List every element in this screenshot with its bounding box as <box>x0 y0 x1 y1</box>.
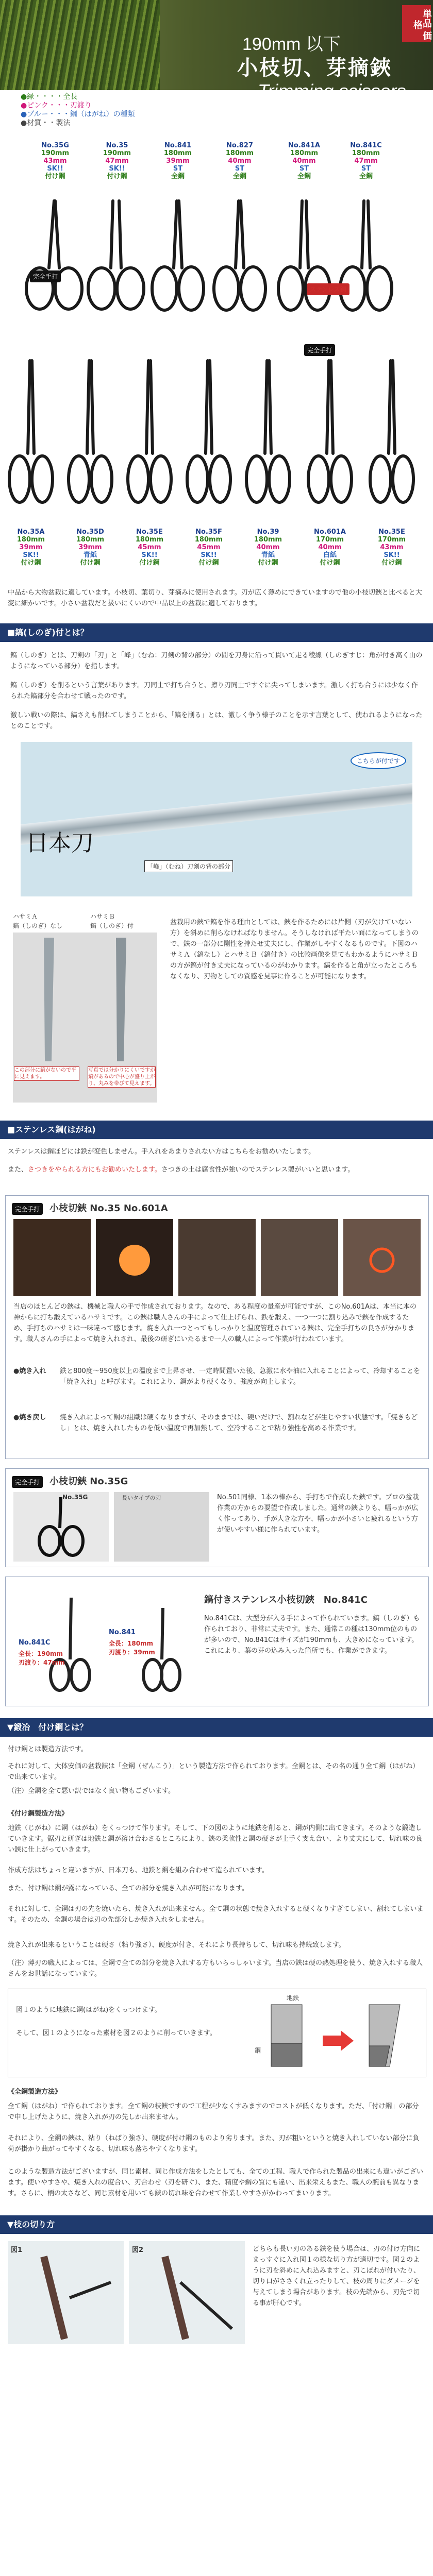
legend-green: ●緑・・・・全長 <box>21 93 78 101</box>
scissor-827 <box>214 201 265 310</box>
tsuke-p9: （注）薄刃の職人によっては、全鋼で全ての部分を焼き入れする方もいらっしゃいます。当店の鋏は硬の熱処理を使う、焼き入れする職人さんをお世話になっています。 <box>8 1959 423 1978</box>
tsuke-p7: それに対して、全鋼は刃の先を焼いたら、焼き入れが出来ません。全て鋼の状態で焼き入れすると硬くなりすぎてしまい、割れてしまいます。そのため、全鋼の場合は刃の先部分しか焼き入れをしません。 <box>8 1905 424 1924</box>
katana-photo <box>21 742 412 896</box>
tsuke-p2: それに対して、大体安価の盆栽鋏は「全鋼（ぜんこう）」という製造方法で作られております。全鋼とは、その名の通り全て鋼（はがね）で出来ています。 <box>8 1762 420 1781</box>
cut-fig2 <box>129 2241 245 2344</box>
legend <box>21 93 135 128</box>
scissor-35g <box>26 201 82 309</box>
katana-label: 日本刀 <box>26 830 94 856</box>
tsuke-sub1: 《付け鋼製造方法》 <box>8 1810 69 1818</box>
cut-fig2-label: 図2 <box>132 2246 144 2254</box>
finger-label: こちらが付です <box>351 752 406 769</box>
spec-827[interactable]: No.827 180mm 40mm ST 全鋼 <box>225 142 254 180</box>
card2-img-left-label: No.35G <box>62 1494 88 1501</box>
cut-fig1-label: 図1 <box>11 2246 23 2254</box>
stainless-p1: ステンレスは鋼ほどには鉄が変色しません。手入れをあまりされない方はこちらをお勧めいたします。 <box>8 1148 315 1156</box>
zenko-sub: 《全鋼製造方法》 <box>8 2088 62 2096</box>
spec-35e-2[interactable]: No.35E 170mm 43mm SK!! 付け鋼 <box>377 528 406 567</box>
forging-photos <box>13 1219 421 1296</box>
stainless-badge-841a: ステンレス鋼 <box>307 283 349 295</box>
zenko-p1: 全て鋼（はがね）で作られております。全て鋼の枝鋏ですので工程が少なくすみますのでコストが低くなります。ただ、「付け鋼」の部分で申し上げたように、焼き入れが刃の先しか出来ません。 <box>8 2103 419 2121</box>
card1-badge: 完全手打 <box>12 1203 43 1215</box>
fig-jigane-label: 地鉄 <box>287 1994 299 2002</box>
title-ja: 小枝切、芽摘鋏 <box>237 56 392 80</box>
section-cutting-title: ▼枝の切り方 <box>0 2215 433 2234</box>
fig-step2: そして、図１のようになった素材を図２のように削っていきます。 <box>16 2029 216 2037</box>
card2-badge: 完全手打 <box>12 1476 43 1488</box>
spec-841a[interactable]: No.841A 180mm 40mm ST 全鋼 <box>288 142 320 180</box>
card-no35g <box>5 1468 429 1567</box>
legend-blue: ●ブルー・・・鋼（はがね）の種類 <box>21 110 135 118</box>
zenko-p2: それにより、全鋼の鋏は、粘り（ねばり強さ）、硬度が付け鋼のものより劣ります。また、刃が粗いというと焼き入れしていない部分に負荷が掛かり曲がってやすくなる、切れ味も落ちやすくなります。 <box>8 2134 420 2153</box>
card2-image <box>13 1492 209 1562</box>
scissor-b-label: ハサミＢ 鎬（しのぎ）付 <box>90 913 134 929</box>
legend-material: ●材質・・製法 <box>21 119 71 127</box>
price-stamp: 単品 価格 <box>402 5 431 42</box>
title-en: Trimming scissors <box>258 80 406 101</box>
spec-601a[interactable]: No.601A 170mm 40mm 白紙 付け鋼 <box>314 528 346 567</box>
spec-35g[interactable]: No.35G 190mm 43mm SK!! 付け鋼 <box>41 142 70 180</box>
card3-body: No.841Cは、大型分が入る手によって作られています。鎬（しのぎ）も作られており、非常に丈夫です。また、通常この種は130mm位のものが多いので、No.841Cはサイズが190mmも、大きめになっています。これにより、葉の芽の込み入った箇所でも、作業ができます。 <box>204 1615 420 1655</box>
note-left: この部分に鎬がないので平に見えます。 <box>14 1066 79 1081</box>
legend-pink: ●ピンク・・・刃渡り <box>21 101 92 110</box>
scissor-compare <box>13 912 157 1103</box>
size-label: 190mm 以下 <box>242 35 341 54</box>
intro-text: 中品から大物盆栽に適しています。小枝切、葉切り、芽摘みに使用されます。刃が広く薄めにできていますので他の小枝切鋏と比べると大変に細かいです。小さい盆栽だと扱いにくいので中品以上の盆栽に適しております。 <box>8 589 422 607</box>
spec-35e[interactable]: No.35E 180mm 45mm SK!! 付け鋼 <box>135 528 164 567</box>
grass-photo <box>0 0 160 90</box>
tsuke-p4: 地鉄（じがね）に鋼（はがね）をくっつけて作ります。そして、下の図のように地鉄を削ると、鋼が内側に出てきます。そのような鍛造していきます。鋸刃と研ぎは地鉄と鋼が溶け合わさるところにより、鋏の柔軟性と鋼の硬さが上手く支え合い、より丈夫にして、切れ味の良い鋏に仕上がっていきます。 <box>8 1824 423 1854</box>
tsuke-p5: 作成方法はちょっと違いますが、日本刀も、地鉄と鋼を組み合わせて造られています。 <box>8 1867 269 1874</box>
spec-35[interactable]: No.35 190mm 47mm SK!! 付け鋼 <box>103 142 131 180</box>
stainless-p2: また、さつきをやられる方にもお勧めいたします。さつきの土は腐食性が強いのでステンレス製がいいと思います。 <box>8 1166 355 1174</box>
tsuke-p1: 付け鋼とは製造方法です。 <box>8 1745 88 1753</box>
scissor-a-label: ハサミＡ 鎬（しのぎ）なし <box>13 913 63 929</box>
fig-step1: 図１のように地鉄に鋼(はがね)をくっつけます。 <box>16 2006 161 2014</box>
cutting-body: どちらも長い刃のある鋏を使う場合は、刃の付け方向にまっすぐに入れ図１の様な切り方が適切です。図２のように刃を斜めに入れ込みますと、刃こぼれが付いたり、切り口がささくれ立ったりして、枝の周りにダメージを与えてしまう場合があります。枝の先端から、刃先で切る事が肝心です。 <box>253 2245 421 2307</box>
scissor-841 <box>152 201 204 310</box>
section-shinogi-title: ■鎬(しのぎ)付とは？ <box>0 623 433 642</box>
section-stainless-title: ■ステンレス鋼(はがね) <box>0 1121 433 1139</box>
card3-right-spec: 全長：180mm 刃渡り：39mm <box>109 1640 155 1656</box>
tsuke-p8: 焼き入れが出来るということは硬さ（粘り強さ）、硬度が付き、それにより長持ちして、切れ味も持続致します。 <box>8 1941 345 1949</box>
card1-title: 小枝切鋏 No.35 No.601A <box>49 1203 168 1214</box>
shinogi-p3: 激しい戦いの際は、鎬さえも削れてしまうことから、「鎬を削る」とは、激しく争う様子のことを示す言葉として、使われるようになったとのことです。 <box>10 711 423 730</box>
section-tsukehagane-title: ▼鍛冶 付け鋼とは？ <box>0 1718 433 1737</box>
card3-right-no: No.841 <box>109 1629 136 1636</box>
handmade-badge-35g: 完全手打 <box>30 270 61 282</box>
spec-39[interactable]: No.39 180mm 40mm 青紙 付け鋼 <box>254 528 282 567</box>
card-no841c <box>5 1577 429 1706</box>
card1-item1: 鉄と800度～950度以上の温度まで上昇させ、一定時間置いた後、急激に水や油に入れることによって、冷却することを「焼き入れ」と呼びます。これにより、鋼がより硬くなり、強度が向上します。 <box>60 1367 420 1386</box>
cut-fig2-image <box>129 2251 245 2344</box>
card2-body: No.501同様、1本の棒から、手打ちで作成した鋏です。プロの盆栽作業の方からの要望で作成しました。通常の鋏よりも、幅っかが広く作ってあり、手が大きな方や、幅っかが小さいと疲れるという方が使いやすい様に作られています。 <box>217 1494 419 1534</box>
card3-left-no: No.841C <box>19 1639 51 1647</box>
cut-fig1-image <box>8 2251 124 2344</box>
shinogi-p2: 鎬（しのぎ）を削るという言葉があります。刀同士で打ち合うと、擦り刃同士ですぐに尖ってしまいます。激しく打ち合うには少なく作られた鎬部分を合わせて戦ったのです。 <box>10 682 418 700</box>
scissor-35 <box>88 201 144 309</box>
card1-body: 当店のほとんどの鋏は、機械と職人の手で作成されております。なので、ある程度の量産が可能ですが、このNo.601Aは、本当に本の神からに打ち鍛えているハサミです。この鋏は職人さんの手によって仕上げられ、鉄を鍛え、一つ一つに割り込みで鋏を作成するため、手打ちのハサミは一味違って感じます。焼き入れ一つとってもしっかりと温度管理されている鋏は、完全手打ちの良さが分かります。職人さんの手によって焼き入れされ、最後の研ぎにいたるまで一人の職人によって作業が行われています。 <box>13 1303 417 1343</box>
note-right: 写真では分かりにくいですが鎬があるので中心が盛り上がり、丸みを帯びて見えます。 <box>88 1067 155 1087</box>
spec-841[interactable]: No.841 180mm 39mm ST 全鋼 <box>163 142 192 180</box>
card2-img-right-label: 長いタイプの刃 <box>122 1495 161 1501</box>
tsuke-p6: また、付け鋼は鋼が露になっている、全ての部分を焼き入れが可能になります。 <box>8 1885 248 1892</box>
spec-35d[interactable]: No.35D 180mm 39mm 青紙 付け鋼 <box>76 528 105 567</box>
scissors-row-1-image <box>0 191 433 345</box>
spec-35f[interactable]: No.35F 180mm 45mm SK!! 付け鋼 <box>194 528 223 567</box>
scissors-row-2-image <box>0 350 433 515</box>
card1-item2-label: ●焼き戻し <box>13 1414 46 1421</box>
cut-fig1 <box>8 2241 124 2344</box>
product-row-2 <box>0 528 433 577</box>
card2-title: 小枝切鋏 No.35G <box>49 1476 128 1487</box>
card1-item1-label: ●焼き入れ <box>13 1367 46 1375</box>
mine-label: 「峰」（むね）刀剣の背の部分 <box>144 860 233 872</box>
forging-diagram <box>251 1994 421 2072</box>
spec-841c[interactable]: No.841C 180mm 47mm ST 全鋼 <box>350 142 382 180</box>
tsuke-p3: （注）全鋼を全て悪い訳ではなく良い物もございます。 <box>8 1787 175 1795</box>
shinogi-p1: 鎬（しのぎ）とは、刀剣の「刃」と「峰」（むね：刀剣の背の部分）の間を刀身に沿って貫いて走る稜線（しのぎすじ：角が付き高く山のようになっている部分）を指します。 <box>10 652 423 670</box>
shinogi-desc: 盆栽用の鋏で鎬を作る理由としては、鋏を作るためには片側（刃が欠けていない方）を斜めに削らなければなりません。そうしなければ平たい面になってしまうので、鋏の一部分に剛性を持たせ丈夫にし、作業がしやすくなるものです。下図のハサミＡ（鎬なし）とハサミＢ（鎬付き）の比較画像を見てもわかるようにハサミＢの方が鎬が付き丈夫になっているのがわかります。鎬を作ると角が立ったところもなくなり、刃物としての質感を見事に作ることが可能になります。 <box>170 919 419 980</box>
figure-box <box>8 1989 426 2077</box>
handmade-badge-601a: 完全手打 <box>304 344 335 356</box>
card3-title: 鎬付きステンレス小枝切鋏 No.841C <box>204 1595 368 1605</box>
spec-35a[interactable]: No.35A 180mm 39mm SK!! 付け鋼 <box>16 528 45 567</box>
card1-item2: 焼き入れによって鋼の組織は硬くなりますが、そのままでは、硬いだけで、割れなどが生じやすい状態です。「焼きもどし」とは、焼き入れしたものを低い温度で再加熱して、空冷することで粘り強性を高める作業です。 <box>60 1414 418 1432</box>
fig-hagane-label: 鋼 <box>255 2047 261 2054</box>
card-no35-601a <box>5 1195 429 1459</box>
card3-left-spec: 全長：190mm 刃渡り：47mm <box>19 1650 65 1666</box>
zenko-p3: このような製造方法がございますが、同じ素材、同じ作成方法をしたとしても、全ての工程、職人で作られた製品の出来にも違いがございます。使いやすさや、焼き入れの度合い、刃合わせ（刃を研ぐ）、また、精度や鋼の質にも違い、出来栄えもまた、職人の腕前も異なります。さらに、柄の太さなど、同じ素材を用いても鋏の切れ味を合わせて作業しやすさがかわってまいります。 <box>8 2168 424 2197</box>
